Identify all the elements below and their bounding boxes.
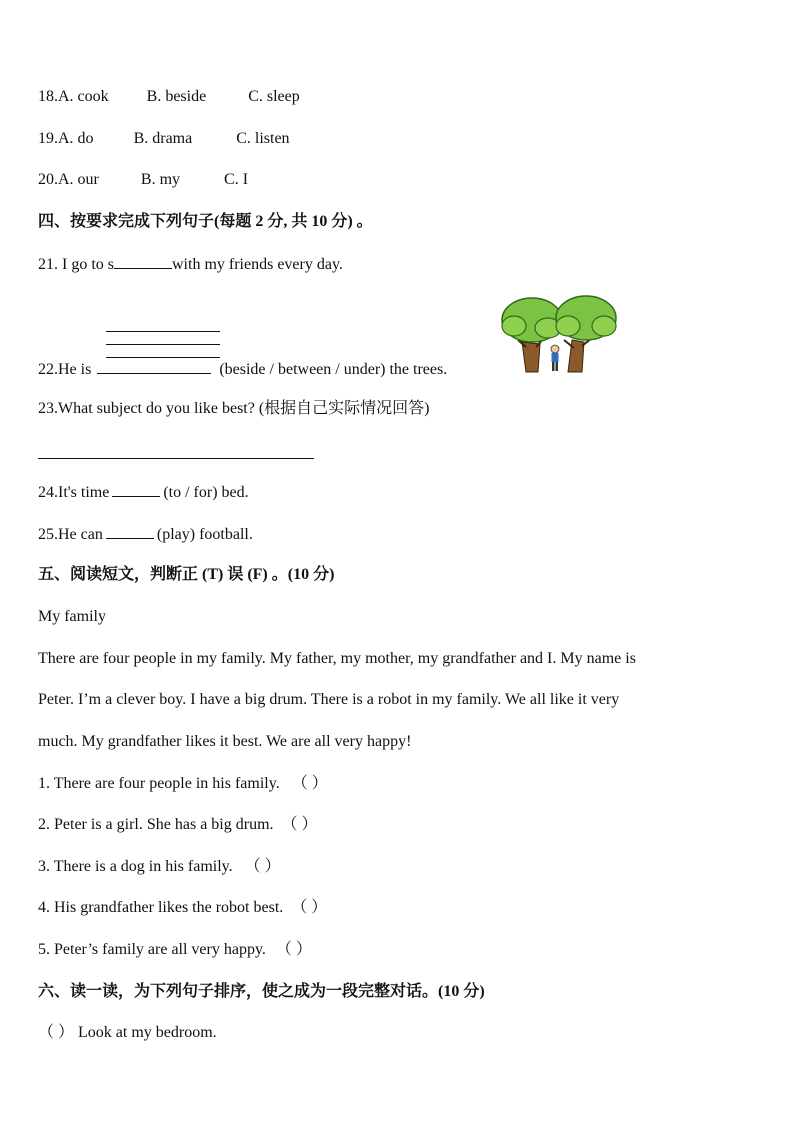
question-number: 18. xyxy=(38,88,58,105)
q25-blank[interactable] xyxy=(106,524,154,539)
option-a: A. our xyxy=(58,171,99,188)
judgment-text: 3. There is a dog in his family. xyxy=(38,858,233,875)
passage-line-2: Peter. I’m a clever boy. I have a big drum. There is a robot in my family. We all like it very xyxy=(38,691,620,708)
section-5-heading: 五、阅读短文，判断正 (T) 误 (F) 。(10 分) xyxy=(38,566,335,583)
answer-paren[interactable]: （ ） xyxy=(291,899,328,916)
order-paren[interactable]: （ ） xyxy=(38,1024,75,1041)
option-c: C. sleep xyxy=(248,88,300,105)
boy-icon xyxy=(551,345,559,371)
answer-paren[interactable]: （ ） xyxy=(244,858,281,875)
q22-suffix: (beside / between / under) the trees. xyxy=(219,361,448,378)
question-23: 23.What subject do you like best? (根据自己实际情况回答) xyxy=(38,400,430,417)
order-text: Look at my bedroom. xyxy=(78,1024,217,1041)
passage-title: My family xyxy=(38,608,106,625)
q24-suffix: (to / for) bed. xyxy=(163,484,249,501)
q21-prefix: 21. I go to s xyxy=(38,256,114,273)
question-22 xyxy=(38,359,447,380)
q21-suffix: with my friends every day. xyxy=(172,256,343,273)
passage-line-1: There are four people in my family. My father, my mother, my grandfather and I. My name is xyxy=(38,650,636,667)
question-24 xyxy=(38,482,249,503)
judgment-4 xyxy=(38,898,327,918)
judgment-5 xyxy=(38,940,312,960)
q24-blank[interactable] xyxy=(112,482,160,497)
question-number: 19. xyxy=(38,130,58,147)
q22-prefix: 22.He is xyxy=(38,361,92,378)
question-19 xyxy=(38,129,290,149)
section-4-heading: 四、按要求完成下列句子(每题 2 分, 共 10 分) 。 xyxy=(38,213,373,230)
question-25 xyxy=(38,524,253,545)
passage-line-3: much. My grandfather likes it best. We are all very happy! xyxy=(38,733,412,750)
option-c: C. listen xyxy=(236,130,290,147)
q24-prefix: 24.It's time xyxy=(38,484,110,501)
judgment-text: 4. His grandfather likes the robot best. xyxy=(38,899,284,916)
judgment-text: 5. Peter’s family are all very happy. xyxy=(38,941,266,958)
question-20 xyxy=(38,170,248,190)
answer-paren[interactable]: （ ） xyxy=(275,941,312,958)
option-a: A. cook xyxy=(58,88,109,105)
option-b: B. my xyxy=(140,171,181,188)
judgment-2 xyxy=(38,815,318,835)
q25-suffix: (play) football. xyxy=(156,526,253,543)
option-a: A. do xyxy=(58,130,94,147)
q23-answer-line[interactable] xyxy=(38,458,314,459)
question-number: 20. xyxy=(38,171,58,188)
answer-paren[interactable]: （ ） xyxy=(281,816,318,833)
tree-right-icon xyxy=(556,296,616,372)
trees-boy-picture xyxy=(500,292,618,374)
order-item-1 xyxy=(38,1023,217,1043)
question-21 xyxy=(38,254,343,275)
judgment-text: 1. There are four people in his family. xyxy=(38,775,280,792)
judgment-3 xyxy=(38,857,281,877)
question-18 xyxy=(38,87,300,107)
option-b: B. beside xyxy=(146,88,207,105)
q25-prefix: 25.He can xyxy=(38,526,103,543)
section-6-heading: 六、读一读，为下列句子排序，使之成为一段完整对话。(10 分) xyxy=(38,983,485,1000)
answer-paren[interactable]: （ ） xyxy=(291,775,328,792)
option-c: C. I xyxy=(224,171,249,188)
judgment-text: 2. Peter is a girl. She has a big drum. xyxy=(38,816,274,833)
q21-blank[interactable] xyxy=(114,254,172,269)
judgment-1 xyxy=(38,774,328,794)
q22-blank[interactable] xyxy=(97,359,211,374)
option-b: B. drama xyxy=(133,130,193,147)
